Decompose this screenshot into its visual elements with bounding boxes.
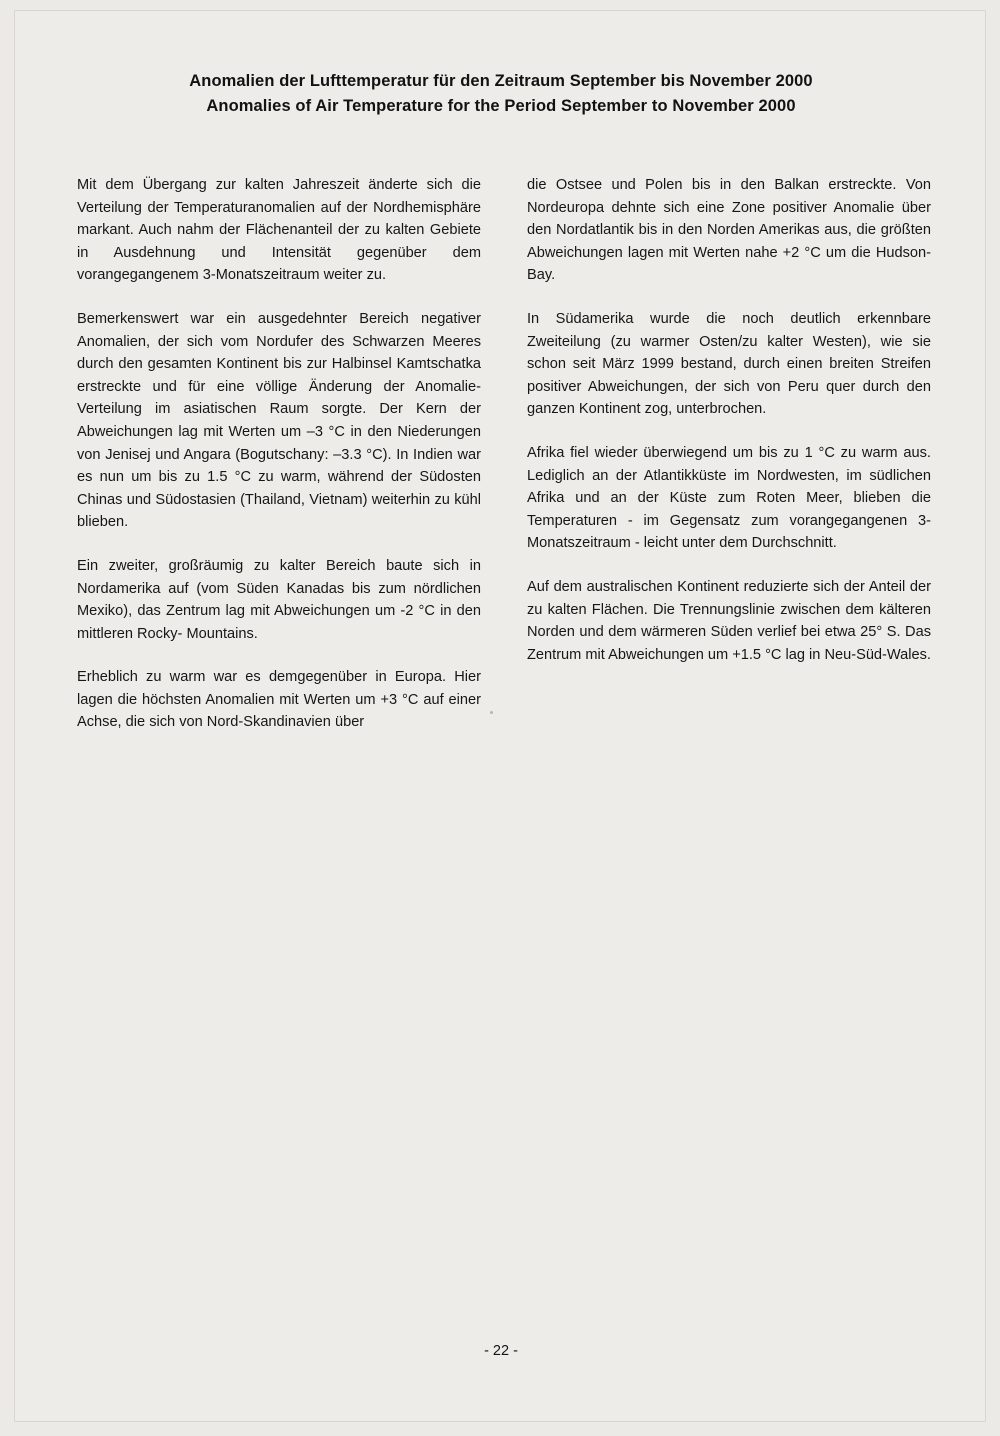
column-left (77, 174, 481, 734)
page-number: - 22 - (484, 1343, 518, 1359)
paragraph: Ein zweiter, großräumig zu kalter Bereich baute sich in Nordamerika auf (vom Süden Kanadas bis zum nördlichen Mexiko), das Zentrum lag mit Abweichungen um -2 °C in den mittleren Rocky- Mountains. (77, 557, 481, 642)
paragraph: Auf dem australischen Kontinent reduzierte sich der Anteil der zu kalten Flächen. Die Trennungslinie zwischen dem kälteren Norden und dem wärmeren Süden verlief bei etwa 25° S. Das Zentrum mit Abweichungen um +1.5 °C lag in Neu-Süd-Wales. (527, 578, 931, 663)
paragraph: Erheblich zu warm war es demgegenüber in Europa. Hier lagen die höchsten Anomalien mit Werten um +3 °C auf einer Achse, die sich von Nord-Skandinavien über (77, 669, 481, 731)
title-english: Anomalies of Air Temperature for the Period September to November 2000 (206, 97, 796, 115)
column-right (527, 174, 931, 734)
paragraph: Afrika fiel wieder überwiegend um bis zu 1 °C zu warm aus. Lediglich an der Atlantikküste im Nordwesten, im südlichen Afrika und an der Küste zum Roten Meer, blieben die Temperaturen - im Gegensatz zum vorangegangenen 3-Monatszeitraum - leicht unter dem Durchschnitt. (527, 444, 931, 552)
paragraph: Bemerkenswert war ein ausgedehnter Bereich negativer Anomalien, der sich vom Nordufer des Schwarzen Meeres durch den gesamten Kontinent bis zur Halbinsel Kamtschatka erstreckte und für eine völlige Änderung der Anomalie-Verteilung im asiatischen Raum sorgte. Der Kern der Abweichungen lag mit Werten um –3 °C in den Niederungen von Jenisej und Angara (Bogutschany: –3.3 °C). In Indien war es nun um bis zu 1.5 °C zu warm, während der Südosten Chinas und Südostasien (Thailand, Vietnam) weiterhin zu kühl blieben. (77, 310, 481, 531)
paragraph: In Südamerika wurde die noch deutlich erkennbare Zweiteilung (zu warmer Osten/zu kalter Westen), wie sie schon seit März 1999 bestand, durch einen breiten Streifen positiver Abweichungen, der sich von Peru quer durch den ganzen Kontinent zog, unterbrochen. (527, 310, 931, 418)
body-columns (77, 174, 931, 734)
paragraph: Mit dem Übergang zur kalten Jahreszeit änderte sich die Verteilung der Temperaturanomalien auf der Nordhemisphäre markant. Auch nahm der Flächenanteil der zu kalten Gebiete in Ausdehnung und Intensität gegenüber dem vorangegangenem 3-Monatszeitraum weiter zu. (77, 177, 481, 284)
page-content-area (14, 10, 986, 1422)
scan-speck (490, 711, 493, 714)
title-german: Anomalien der Lufttemperatur für den Zeitraum September bis November 2000 (189, 72, 813, 90)
paragraph: die Ostsee und Polen bis in den Balkan erstreckte. Von Nordeuropa dehnte sich eine Zone positiver Anomalie über den Nordatlantik bis in den Norden Amerikas aus, die größten Abweichungen lagen mit Werten nahe +2 °C um die Hudson-Bay. (527, 177, 931, 284)
page-title (15, 69, 987, 119)
